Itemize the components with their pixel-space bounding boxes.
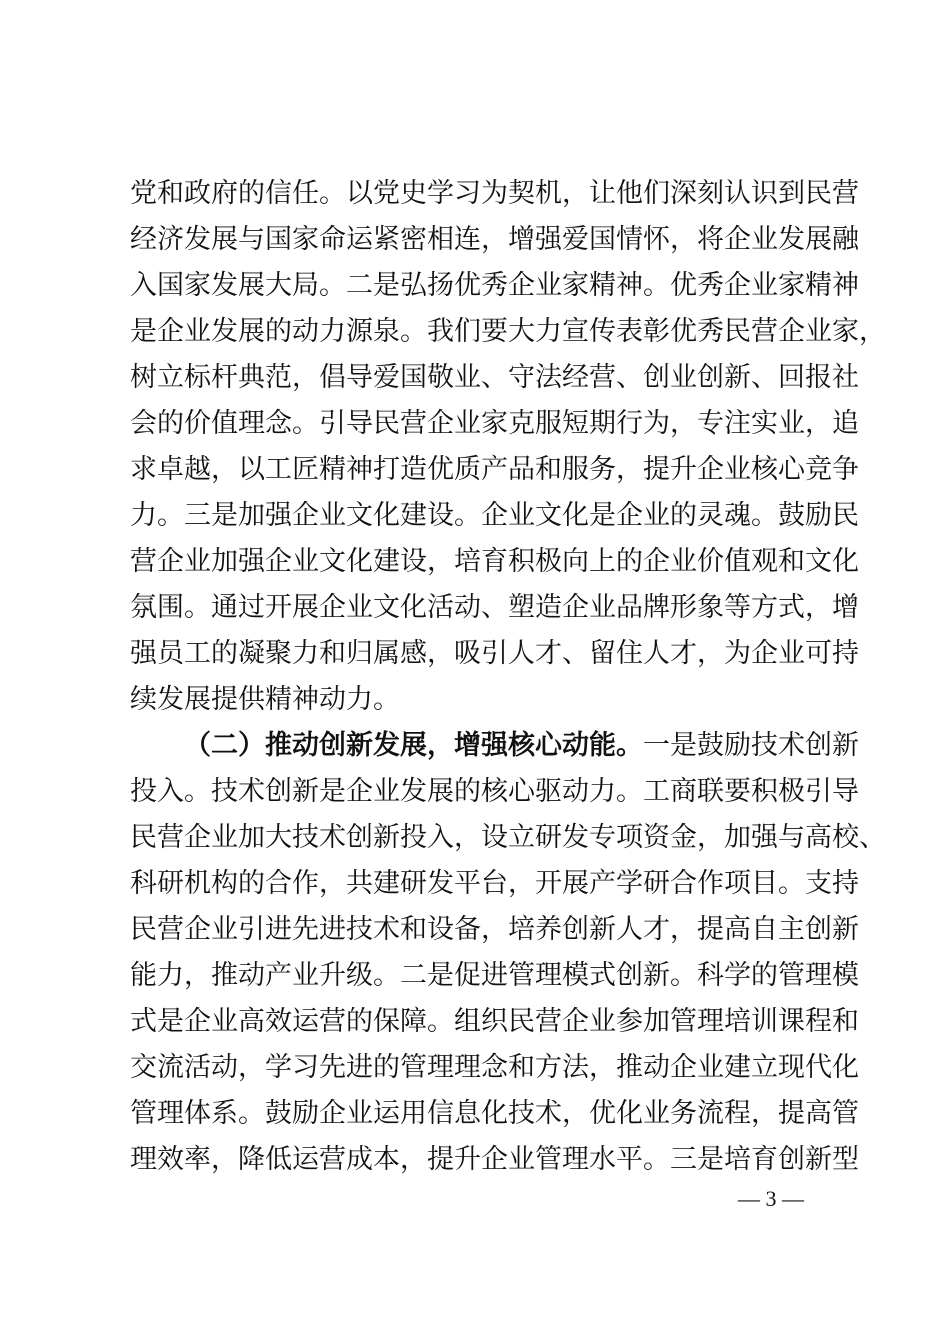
paragraph-2-line-10: 理效率，降低运营成本，提升企业管理水平。三是培育创新型 xyxy=(130,1144,859,1175)
page-number: — 3 — xyxy=(738,1186,804,1211)
paragraph-2-first-line-text: 一是鼓励技术创新 xyxy=(643,730,859,761)
paragraph-2-first-line xyxy=(184,726,859,766)
paragraph-1-line-4: 是企业发展的动力源泉。我们要大力宣传表彰优秀民营企业家， xyxy=(130,316,886,347)
paragraph-1-line-9: 营企业加强企业文化建设，培育积极向上的企业价值观和文化 xyxy=(130,546,859,577)
paragraph-1-line-7: 求卓越，以工匠精神打造优质产品和服务，提升企业核心竞争 xyxy=(130,454,859,485)
paragraph-2-line-8: 交流活动，学习先进的管理理念和方法，推动企业建立现代化 xyxy=(130,1052,859,1083)
paragraph-1-line-1: 党和政府的信任。以党史学习为契机，让他们深刻认识到民营 xyxy=(130,178,859,209)
paragraph-1-line-11: 强员工的凝聚力和归属感，吸引人才、留住人才，为企业可持 xyxy=(130,638,859,669)
paragraph-1-line-5: 树立标杆典范，倡导爱国敬业、守法经营、创业创新、回报社 xyxy=(130,362,859,393)
paragraph-1-line-3: 入国家发展大局。二是弘扬优秀企业家精神。优秀企业家精神 xyxy=(130,270,859,301)
section-heading: （二）推动创新发展，增强核心动能。 xyxy=(184,730,643,761)
paragraph-1-line-2: 经济发展与国家命运紧密相连，增强爱国情怀，将企业发展融 xyxy=(130,224,859,255)
paragraph-2-line-3: 民营企业加大技术创新投入，设立研发专项资金，加强与高校、 xyxy=(130,822,886,853)
paragraph-2-line-4: 科研机构的合作，共建研发平台，开展产学研合作项目。支持 xyxy=(130,868,859,899)
paragraph-2-line-7: 式是企业高效运营的保障。组织民营企业参加管理培训课程和 xyxy=(130,1006,859,1037)
paragraph-1-line-12: 续发展提供精神动力。 xyxy=(130,684,400,715)
paragraph-1-line-10: 氛围。通过开展企业文化活动、塑造企业品牌形象等方式，增 xyxy=(130,592,859,623)
paragraph-2-line-9: 管理体系。鼓励企业运用信息化技术，优化业务流程，提高管 xyxy=(130,1098,859,1129)
paragraph-1-line-8: 力。三是加强企业文化建设。企业文化是企业的灵魂。鼓励民 xyxy=(130,500,859,531)
paragraph-1-line-6: 会的价值理念。引导民营企业家克服短期行为，专注实业，追 xyxy=(130,408,859,439)
paragraph-2-line-5: 民营企业引进先进技术和设备，培养创新人才，提高自主创新 xyxy=(130,914,859,945)
paragraph-2-line-6: 能力，推动产业升级。二是促进管理模式创新。科学的管理模 xyxy=(130,960,859,991)
paragraph-2-line-2: 投入。技术创新是企业发展的核心驱动力。工商联要积极引导 xyxy=(130,776,859,807)
